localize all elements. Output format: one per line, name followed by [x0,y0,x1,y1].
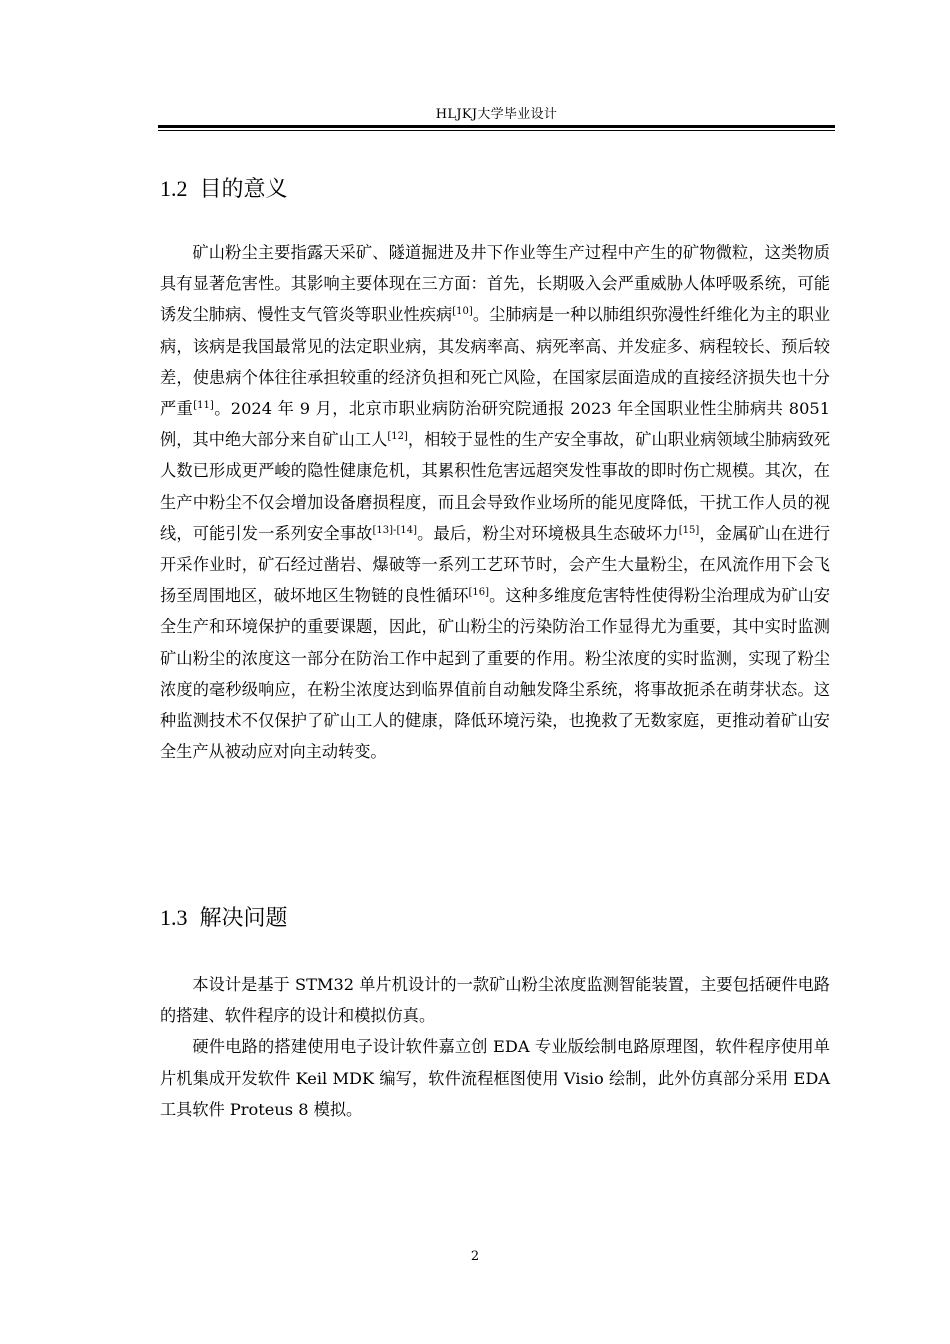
citation: [10] [452,306,473,318]
citation: [13]-[14] [372,524,417,536]
text-run: 矿山粉尘主要指露天采矿、隧道掘进及井下作业等生产过程中产生的矿物微粒，这类物质具有显著危害性。其影响主要体现在三方面：首先，长期吸入会严重威胁人体呼吸系统，可能诱发尘肺病、慢性支气管炎等职业性疾病 [160,243,830,325]
text-run: ，相较于显性的生产安全事故，矿山职业病领域尘肺病致死人数已形成更严峻的隐性健康危机，其累积性危害远超突发性事故的即时伤亡规模。其次，在生产中粉尘不仅会增加设备磨损程度，而且会导致作业场所的能见度降低，干扰工作人员的视线，可能引发一系列安全事故 [160,430,831,543]
citation: [12] [387,431,408,443]
citation: [16] [468,587,490,599]
citation: [15] [678,524,700,536]
citation: [11] [193,400,214,412]
header-rule-thick [158,125,835,128]
section-number: 1.2 [160,176,188,201]
section-title: 解决问题 [199,906,288,931]
paragraph: 硬件电路的搭建使用电子设计软件嘉立创 EDA 专业版绘制电路原理图，软件程序使用单片机集成开发软件 Keil MDK 编写，软件流程框图使用 Visio 绘制，此外仿真部分采用 EDA 工具软件 Proteus 8 模拟。 [160,1037,830,1119]
section-body-1-3 [160,969,830,1125]
running-header: HLJKJ大学毕业设计 [435,107,558,122]
section-heading-1-3 [160,904,288,933]
text-run: ，金属矿山在进行开采作业时，矿石经过凿岩、爆破等一系列工艺环节时，会产生大量粉尘，在风流作用下会飞扬至周围地区，破坏地区生物链的良性循环 [160,523,831,606]
section-number: 1.3 [160,905,188,930]
section-body-1-2 [160,237,830,767]
section-title: 目的意义 [199,177,288,202]
paragraph [160,237,830,767]
section-heading-1-2 [160,175,288,204]
page-number: 2 [470,1249,480,1264]
text-run: 。尘肺病是一种以肺组织弥漫性纤维化为主的职业病，该病是我国最常见的法定职业病，其发病率高、病死率高、并发症多、病程较长、预后较差，使患病个体往往承担较重的经济负担和死亡风险，在国家层面造成的直接经济损失也十分严重 [160,305,831,419]
header-rule-thin [158,130,835,131]
text-run: 。2024 年 9 月，北京市职业病防治研究院通报 2023 年全国职业性尘肺病共 8051 例，其中绝大部分来自矿山工人 [160,399,831,450]
text-run: 。这种多维度危害特性使得粉尘治理成为矿山安全生产和环境保护的重要课题，因此，矿山粉尘的污染防治工作显得尤为重要，其中实时监测矿山粉尘的浓度这一部分在防治工作中起到了重要的作用。粉尘浓度的实时监测，实现了粉尘浓度的毫秒级响应，在粉尘浓度达到临界值前自动触发降尘系统，将事故扼杀在萌芽状态。这种监测技术不仅保护了矿山工人的健康，降低环境污染，也挽救了无数家庭，更推动着矿山安全生产从被动应对向主动转变。 [160,586,831,762]
text-run: 。最后，粉尘对环境极具生态破坏力 [416,523,679,543]
paragraph: 本设计是基于 STM32 单片机设计的一款矿山粉尘浓度监测智能装置，主要包括硬件电路的搭建、软件程序的设计和模拟仿真。 [160,975,830,1026]
